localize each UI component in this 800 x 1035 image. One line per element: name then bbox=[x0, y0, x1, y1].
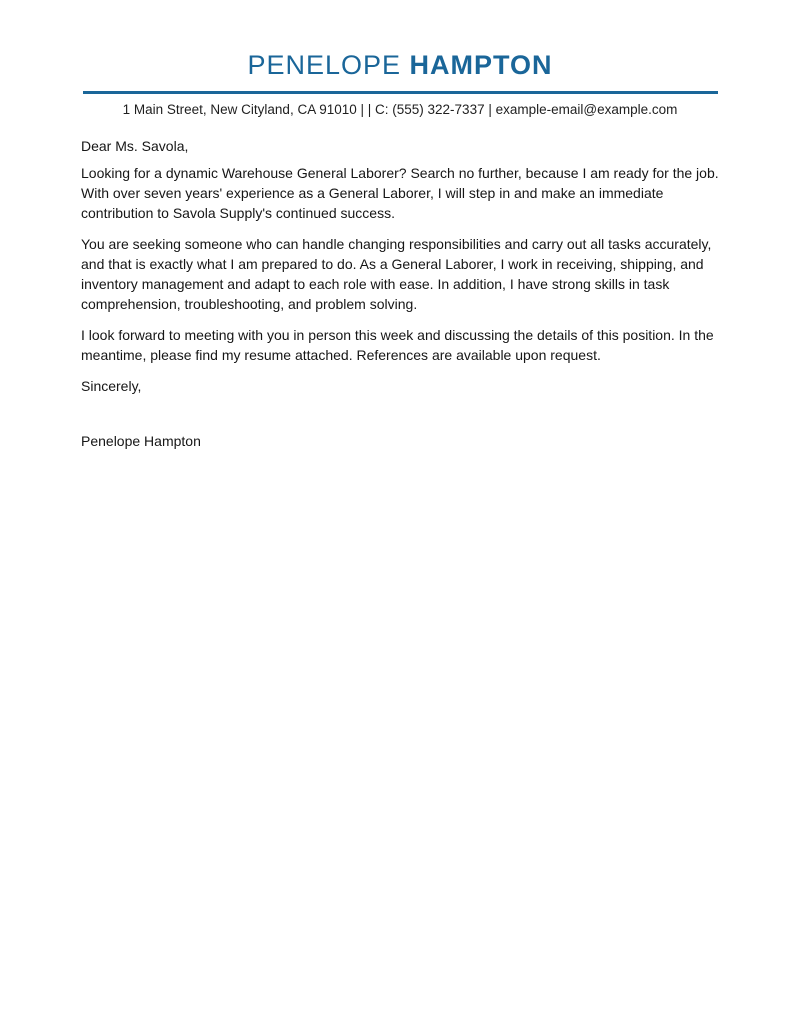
candidate-name bbox=[0, 52, 800, 79]
contact-line: 1 Main Street, New Cityland, CA 91010 | | C: (555) 322-7337 | example-email@example.com bbox=[122, 102, 678, 117]
candidate-first-name: PENELOPE bbox=[247, 50, 402, 80]
salutation: Dear Ms. Savola, bbox=[81, 138, 189, 154]
body-paragraph-2: You are seeking someone who can handle changing responsibilities and carry out all tasks accurately, and that is exactly what I am prepared to do. As a General Laborer, I work in receiving, shipping, and inventory management and adapt to each role with ease. In addition, I have strong skills in task comprehension, troubleshooting, and problem solving. bbox=[81, 236, 712, 312]
body-paragraph-3: I look forward to meeting with you in person this week and discussing the details of this position. In the meantime, please find my resume attached. References are available upon request. bbox=[81, 327, 714, 363]
letter-body bbox=[81, 136, 719, 451]
candidate-last-name: HAMPTON bbox=[409, 50, 553, 80]
closing: Sincerely, bbox=[81, 378, 142, 394]
header-divider-rule bbox=[83, 91, 718, 94]
signature-name: Penelope Hampton bbox=[81, 433, 201, 449]
body-paragraph-1: Looking for a dynamic Warehouse General Laborer? Search no further, because I am ready for the job. With over seven years' experience as a General Laborer, I will step in and make an immediate contribution to Savola Supply's continued success. bbox=[81, 165, 719, 221]
letter-header bbox=[0, 52, 800, 118]
